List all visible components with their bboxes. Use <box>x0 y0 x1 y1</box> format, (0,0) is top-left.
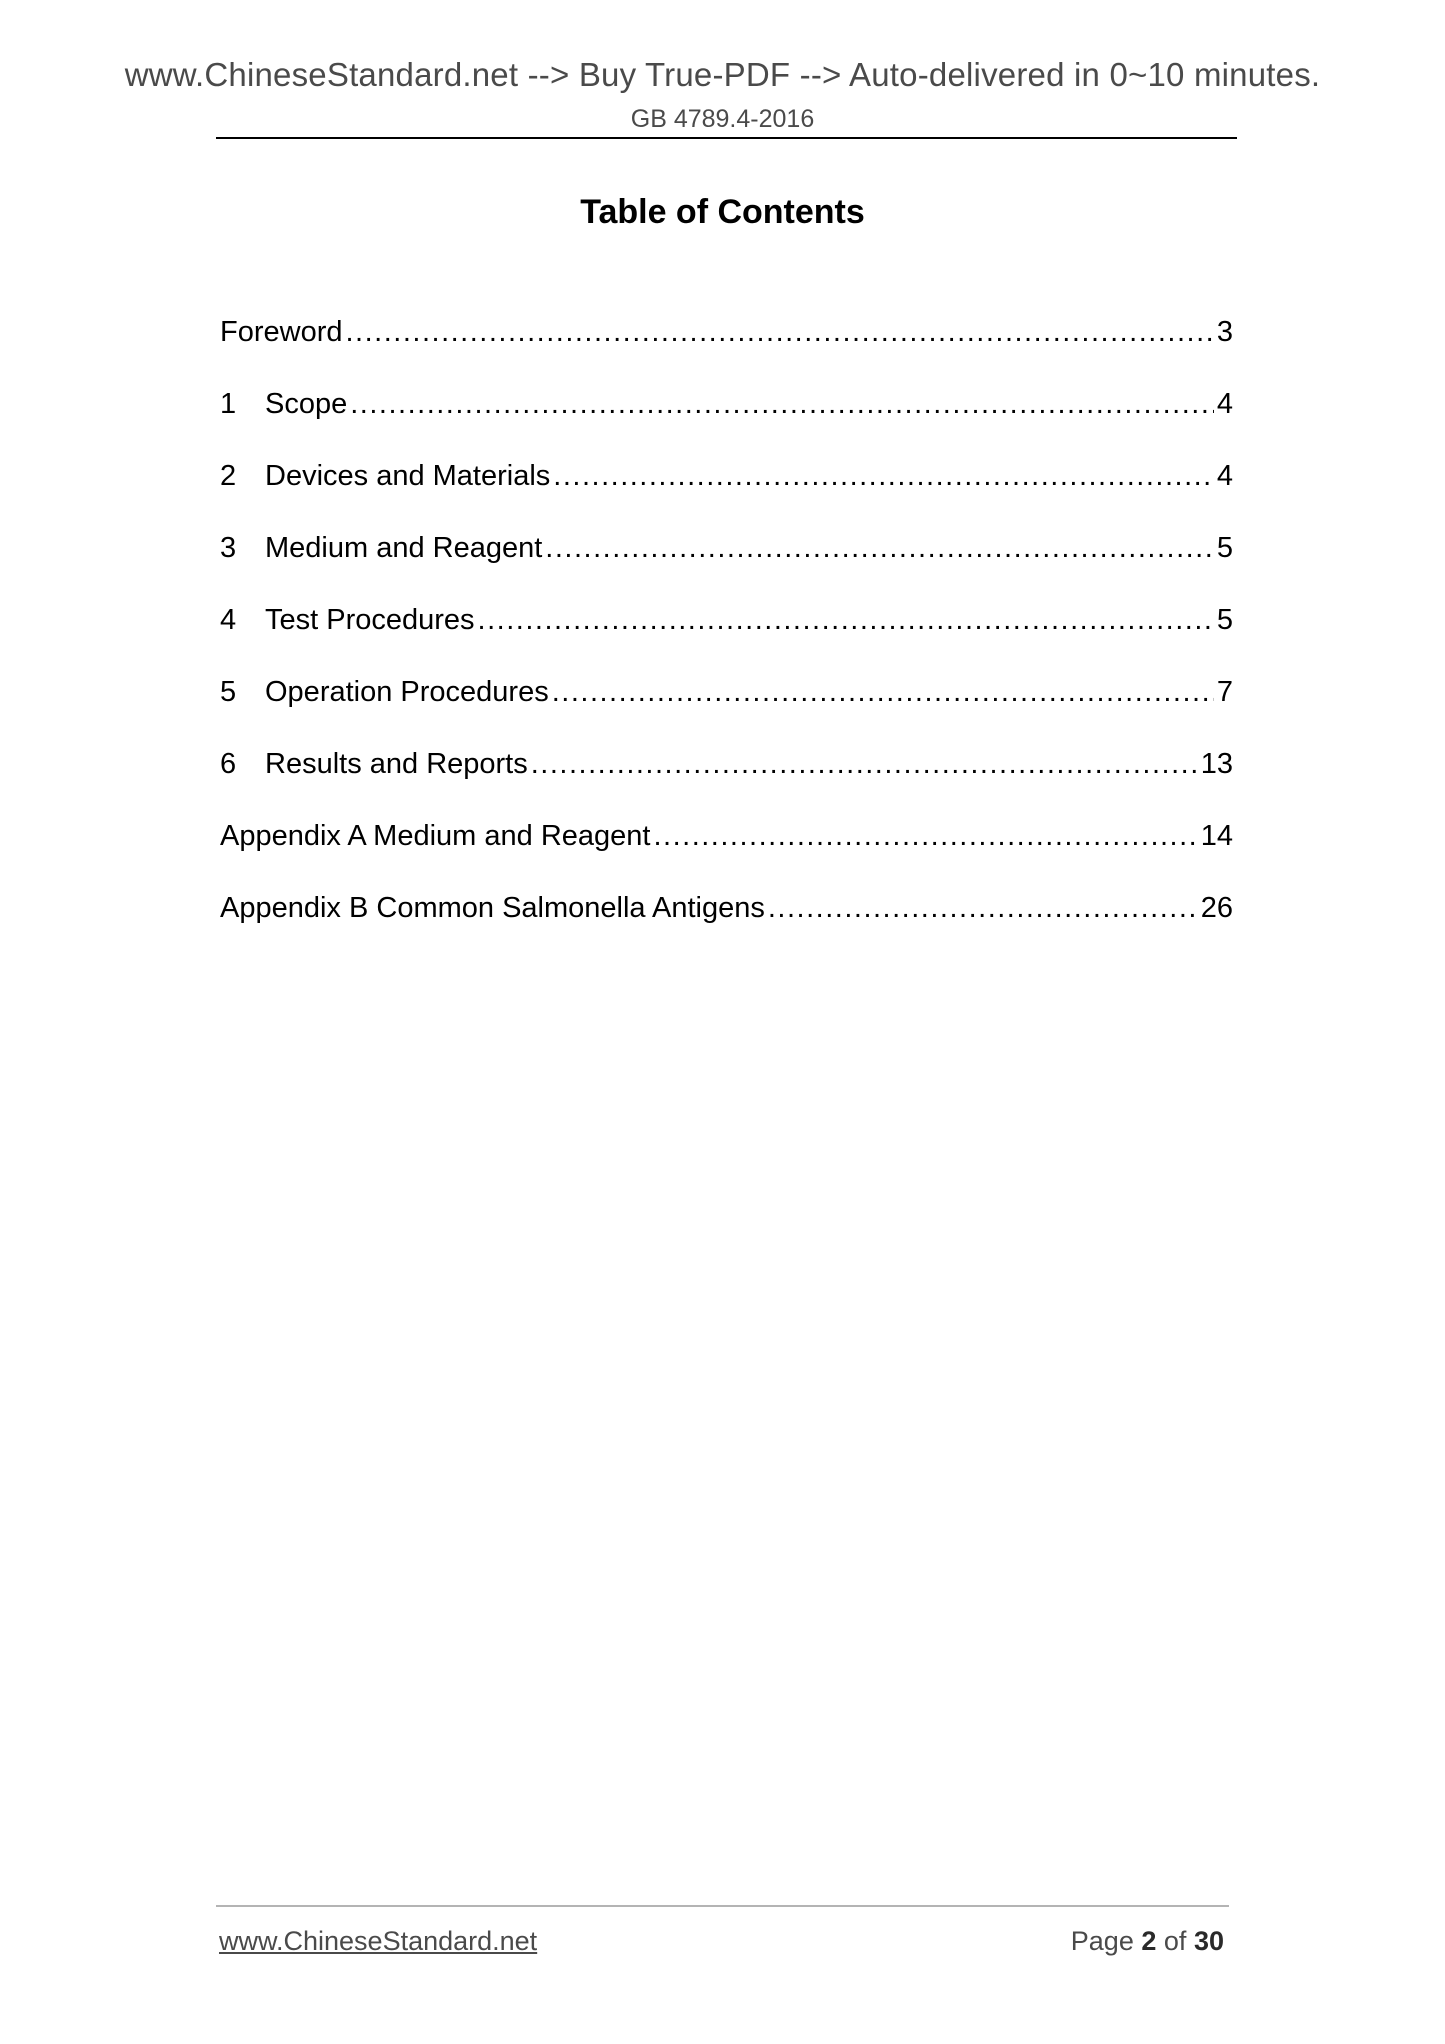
toc-entry-label: Foreword <box>220 316 343 348</box>
toc-entry-label: Operation Procedures <box>265 676 549 708</box>
toc-entry-label: Medium and Reagent <box>265 532 543 564</box>
toc-entry-foreword[interactable] <box>220 312 1233 384</box>
toc-title: Table of Contents <box>580 193 865 231</box>
total-page-count: 30 <box>1193 1926 1224 1956</box>
toc-dot-leader <box>531 744 1198 784</box>
footer-divider <box>216 1905 1229 1907</box>
toc-entry-page: 3 <box>1216 316 1233 348</box>
toc-entry-page: 4 <box>1216 388 1233 420</box>
toc-entry-scope[interactable] <box>220 384 1233 456</box>
toc-dot-leader <box>552 672 1214 712</box>
toc-entry-page: 13 <box>1200 748 1233 780</box>
toc-entry-page: 26 <box>1200 892 1233 924</box>
toc-entry-number: 2 <box>220 460 237 492</box>
toc-entry-page: 4 <box>1216 460 1233 492</box>
toc-entry-number: 6 <box>220 748 237 780</box>
toc-entry-label: Appendix A Medium and Reagent <box>220 820 651 852</box>
toc-entry-medium-and-reagent[interactable] <box>220 528 1233 600</box>
footer-website-link[interactable]: www.ChineseStandard.net <box>219 1926 538 1956</box>
header-banner: www.ChineseStandard.net --> Buy True-PDF --> Auto-delivered in 0~10 minutes. <box>124 56 1321 93</box>
toc-entry-appendix-a[interactable] <box>220 816 1233 888</box>
page-label: Page <box>1070 1926 1134 1956</box>
toc-entry-label: Scope <box>265 388 348 420</box>
toc-entry-label: Devices and Materials <box>265 460 551 492</box>
toc-entry-number: 4 <box>220 604 237 636</box>
toc-dot-leader <box>653 816 1197 856</box>
toc-dot-leader <box>545 528 1214 568</box>
table-of-contents <box>220 312 1233 960</box>
toc-entry-devices-and-materials[interactable] <box>220 456 1233 528</box>
toc-dot-leader <box>553 456 1214 496</box>
toc-entry-page: 5 <box>1216 604 1233 636</box>
current-page-number: 2 <box>1141 1926 1157 1956</box>
header-divider <box>216 137 1237 139</box>
toc-entry-operation-procedures[interactable] <box>220 672 1233 744</box>
toc-entry-number: 3 <box>220 532 237 564</box>
toc-entry-number: 1 <box>220 388 237 420</box>
toc-entry-test-procedures[interactable] <box>220 600 1233 672</box>
toc-dot-leader <box>478 600 1214 640</box>
page-number-indicator <box>1071 1926 1224 1957</box>
toc-entry-number: 5 <box>220 676 237 708</box>
toc-entry-label: Results and Reports <box>265 748 528 780</box>
toc-entry-page: 5 <box>1216 532 1233 564</box>
toc-entry-appendix-b[interactable] <box>220 888 1233 960</box>
toc-dot-leader <box>350 384 1214 424</box>
toc-dot-leader <box>768 888 1198 928</box>
toc-entry-results-and-reports[interactable] <box>220 744 1233 816</box>
toc-entry-label: Test Procedures <box>265 604 475 636</box>
toc-entry-label: Appendix B Common Salmonella Antigens <box>220 892 765 924</box>
page-of-label: of <box>1163 1926 1187 1956</box>
toc-entry-page: 14 <box>1200 820 1233 852</box>
toc-dot-leader <box>346 312 1214 352</box>
toc-entry-page: 7 <box>1216 676 1233 708</box>
document-code: GB 4789.4-2016 <box>630 105 815 133</box>
